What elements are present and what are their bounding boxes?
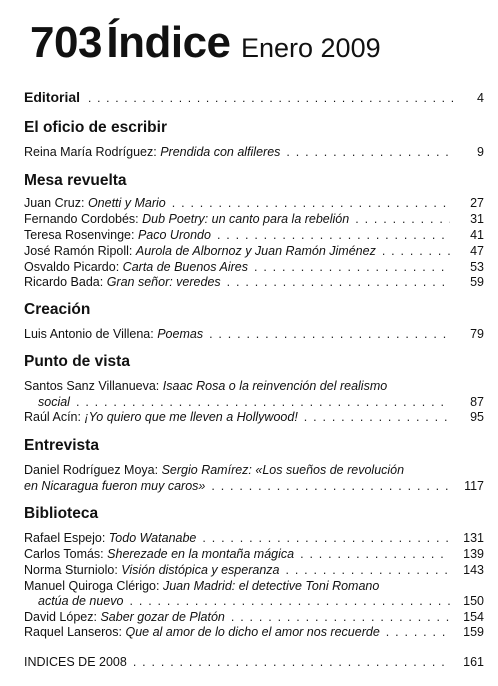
entry-title-continued: social [38, 395, 70, 409]
toc-entry[interactable] [24, 228, 484, 242]
toc-entry[interactable] [24, 244, 484, 258]
dot-leader [286, 145, 450, 159]
dot-leader [172, 196, 450, 210]
entry-author: Teresa Rosenvinge: [24, 228, 135, 242]
dot-leader [304, 410, 450, 424]
page-number: 41 [470, 228, 484, 242]
entry-title-continued: en Nicaragua fueron muy caros» [24, 479, 206, 493]
toc-entry[interactable] [24, 327, 484, 341]
masthead [30, 18, 381, 68]
entry-title: Onetti y Mario [87, 196, 166, 210]
entry-author: Daniel Rodríguez Moya: [24, 463, 159, 477]
toc-entry-continuation[interactable] [24, 594, 484, 608]
footer-label: INDICES DE 2008 [24, 655, 127, 669]
toc-entry[interactable] [24, 379, 484, 393]
page-number: 47 [470, 244, 484, 258]
page-number: 159 [463, 625, 484, 639]
toc-entry[interactable] [24, 260, 484, 274]
issue-number: 703 [30, 18, 102, 67]
section-heading: Mesa revuelta [24, 172, 127, 189]
toc-entry-editorial[interactable] [24, 89, 484, 105]
page-number: 143 [463, 563, 484, 577]
entry-title: Gran señor: veredes [106, 275, 221, 289]
toc-entry[interactable] [24, 145, 484, 159]
dot-leader [211, 479, 450, 493]
toc-entry[interactable] [24, 625, 484, 639]
dot-leader [231, 610, 450, 624]
page-number: 139 [463, 547, 484, 561]
toc-entry[interactable] [24, 531, 484, 545]
toc-entry-continuation[interactable] [24, 395, 484, 409]
entry-author: Fernando Cordobés: [24, 212, 139, 226]
page-number: 4 [477, 91, 484, 105]
dot-leader [202, 531, 450, 545]
issue-date: Enero 2009 [240, 33, 381, 63]
toc-entry[interactable] [24, 212, 484, 226]
section-heading: El oficio de escribir [24, 119, 167, 136]
dot-leader [76, 395, 450, 409]
dot-leader [254, 260, 450, 274]
entry-title: Isaac Rosa o la reinvención del realismo [162, 379, 388, 393]
dot-leader [355, 212, 450, 226]
entry-author: Osvaldo Picardo: [24, 260, 120, 274]
editorial-label: Editorial [24, 89, 81, 105]
entry-title: Paco Urondo [137, 228, 211, 242]
entry-author: Juan Cruz: [24, 196, 85, 210]
entry-author: Carlos Tomás: [24, 547, 104, 561]
toc-entry[interactable] [24, 563, 484, 577]
entry-title: Poemas [157, 327, 204, 341]
entry-title: Juan Madrid: el detective Toni Romano [162, 579, 380, 593]
page-number: 87 [470, 395, 484, 409]
dot-leader [300, 547, 450, 561]
toc-entry[interactable] [24, 410, 484, 424]
toc-entry[interactable] [24, 463, 484, 477]
page-number: 117 [464, 479, 484, 493]
dot-leader [217, 228, 450, 242]
entry-title: Dub Poetry: un canto para la rebelión [142, 212, 350, 226]
entry-author: Raúl Acín: [24, 410, 81, 424]
toc-entry[interactable] [24, 610, 484, 624]
page-number: 95 [470, 410, 484, 424]
entry-title: Aurola de Albornoz y Juan Ramón Jiménez [135, 244, 376, 258]
toc-entry[interactable] [24, 579, 484, 593]
page-number: 154 [463, 610, 484, 624]
entry-title: Sherezade en la montaña mágica [107, 547, 295, 561]
entry-title: Prendida con alfileres [160, 145, 281, 159]
page-number: 27 [470, 196, 484, 210]
dot-leader [209, 327, 450, 341]
page-number: 150 [463, 594, 484, 608]
dot-leader [133, 655, 450, 669]
page-number: 9 [477, 145, 484, 159]
page-number: 79 [470, 327, 484, 341]
toc-entry-continuation[interactable] [24, 479, 484, 493]
entry-title: Todo Watanabe [108, 531, 197, 545]
toc-entry[interactable] [24, 275, 484, 289]
section-heading: Biblioteca [24, 505, 99, 522]
entry-author: Ricardo Bada: [24, 275, 104, 289]
page-number: 53 [470, 260, 484, 274]
toc-entry[interactable] [24, 547, 484, 561]
entry-author: Norma Sturniolo: [24, 563, 118, 577]
entry-author: José Ramón Ripoll: [24, 244, 133, 258]
entry-author: David López: [24, 610, 97, 624]
entry-author: Raquel Lanseros: [24, 625, 122, 639]
entry-author: Santos Sanz Villanueva: [24, 379, 160, 393]
entry-title: Carta de Buenos Aires [122, 260, 248, 274]
page-title: Índice [106, 18, 231, 67]
entry-author: Reina María Rodríguez: [24, 145, 157, 159]
entry-author: Rafael Espejo: [24, 531, 106, 545]
dot-leader [130, 594, 451, 608]
entry-author: Luis Antonio de Villena: [24, 327, 154, 341]
entry-title: Visión distópica y esperanza [121, 563, 280, 577]
toc-entry[interactable] [24, 196, 484, 210]
dot-leader [382, 244, 450, 258]
entry-title: Sergio Ramírez: «Los sueños de revolución [161, 463, 405, 477]
entry-title-continued: actúa de nuevo [38, 594, 124, 608]
entry-title: ¡Yo quiero que me lleven a Hollywood! [84, 410, 298, 424]
toc-entry-indices[interactable] [24, 655, 484, 669]
dot-leader [88, 91, 460, 105]
page-number: 31 [470, 212, 484, 226]
dot-leader [386, 625, 450, 639]
section-heading: Creación [24, 301, 91, 318]
dot-leader [285, 563, 450, 577]
entry-title: Que al amor de lo dicho el amor nos recuerde [125, 625, 380, 639]
page-number: 161 [463, 655, 484, 669]
page-number: 131 [463, 531, 484, 545]
page-number: 59 [470, 275, 484, 289]
entry-author: Manuel Quiroga Clérigo: [24, 579, 160, 593]
section-heading: Punto de vista [24, 353, 130, 370]
section-heading: Entrevista [24, 437, 99, 454]
entry-title: Saber gozar de Platón [100, 610, 225, 624]
dot-leader [227, 275, 450, 289]
